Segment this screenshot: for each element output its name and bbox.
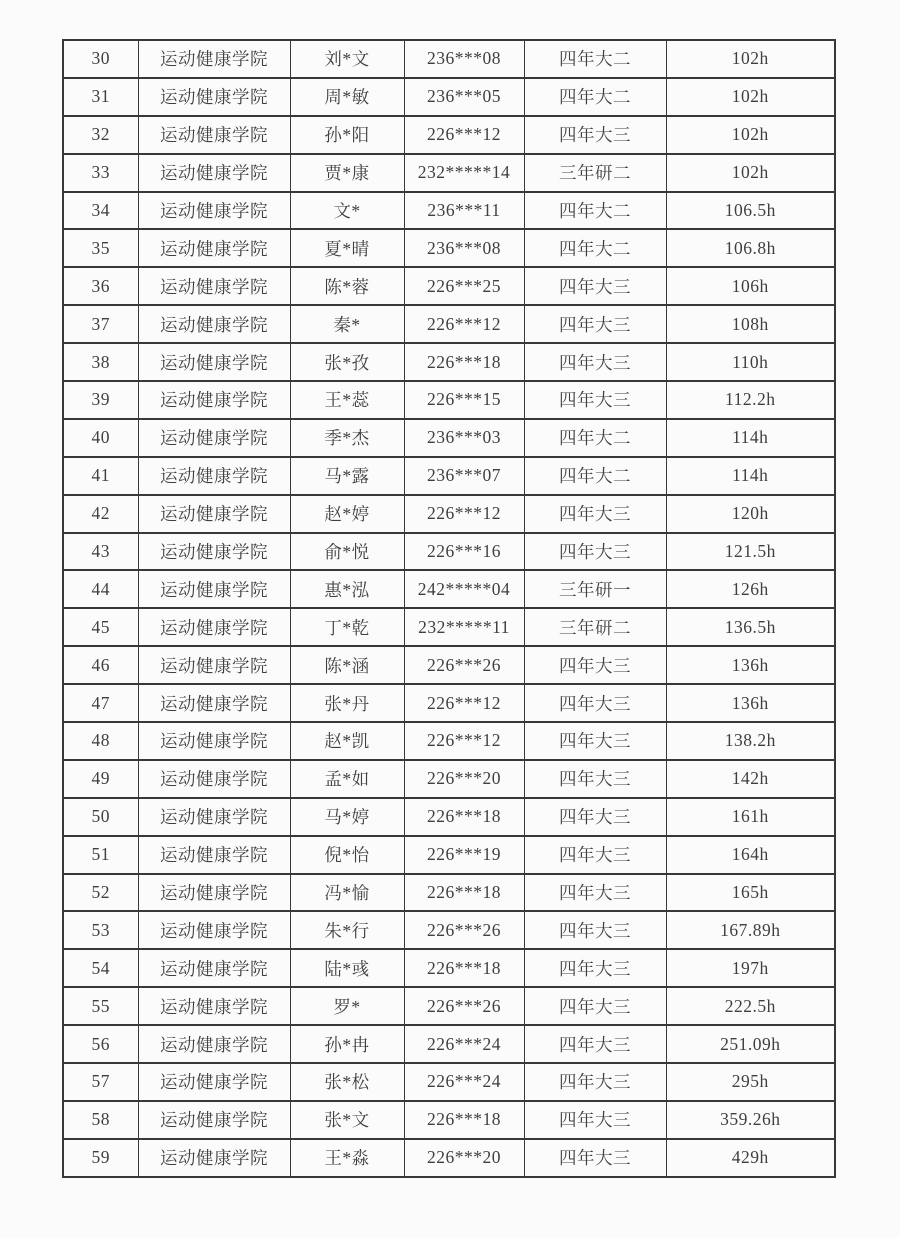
cell-college: 运动健康学院 — [138, 1139, 290, 1177]
cell-grade: 四年大三 — [524, 722, 666, 760]
table-row — [63, 608, 835, 646]
cell-name: 王*蕊 — [290, 381, 404, 419]
cell-grade: 四年大三 — [524, 760, 666, 798]
cell-student-id: 236***05 — [404, 78, 524, 116]
table-row — [63, 1139, 835, 1177]
cell-no: 40 — [63, 419, 138, 457]
cell-no: 31 — [63, 78, 138, 116]
cell-college: 运动健康学院 — [138, 760, 290, 798]
table-row — [63, 154, 835, 192]
cell-name: 陈*蓉 — [290, 267, 404, 305]
cell-grade: 四年大三 — [524, 798, 666, 836]
cell-student-id: 226***12 — [404, 305, 524, 343]
cell-name: 马*婷 — [290, 798, 404, 836]
cell-hours: 429h — [666, 1139, 835, 1177]
cell-name: 倪*怡 — [290, 836, 404, 874]
cell-no: 41 — [63, 457, 138, 495]
cell-name: 贾*康 — [290, 154, 404, 192]
cell-hours: 102h — [666, 40, 835, 78]
cell-hours: 110h — [666, 343, 835, 381]
cell-college: 运动健康学院 — [138, 874, 290, 912]
table-row — [63, 646, 835, 684]
cell-college: 运动健康学院 — [138, 116, 290, 154]
cell-student-id: 226***20 — [404, 1139, 524, 1177]
cell-name: 夏*晴 — [290, 229, 404, 267]
table-row — [63, 760, 835, 798]
cell-name: 季*杰 — [290, 419, 404, 457]
cell-name: 朱*行 — [290, 911, 404, 949]
cell-no: 52 — [63, 874, 138, 912]
cell-college: 运动健康学院 — [138, 419, 290, 457]
cell-grade: 四年大三 — [524, 305, 666, 343]
cell-college: 运动健康学院 — [138, 533, 290, 571]
cell-student-id: 226***12 — [404, 495, 524, 533]
cell-grade: 三年研一 — [524, 570, 666, 608]
cell-grade: 三年研二 — [524, 608, 666, 646]
cell-no: 30 — [63, 40, 138, 78]
cell-no: 35 — [63, 229, 138, 267]
cell-student-id: 232*****11 — [404, 608, 524, 646]
cell-name: 赵*婷 — [290, 495, 404, 533]
cell-name: 赵*凯 — [290, 722, 404, 760]
cell-college: 运动健康学院 — [138, 646, 290, 684]
cell-grade: 四年大三 — [524, 1063, 666, 1101]
cell-hours: 126h — [666, 570, 835, 608]
cell-student-id: 226***26 — [404, 987, 524, 1025]
cell-hours: 165h — [666, 874, 835, 912]
cell-grade: 四年大三 — [524, 343, 666, 381]
cell-college: 运动健康学院 — [138, 836, 290, 874]
cell-college: 运动健康学院 — [138, 381, 290, 419]
cell-grade: 四年大三 — [524, 874, 666, 912]
cell-grade: 四年大三 — [524, 987, 666, 1025]
cell-no: 59 — [63, 1139, 138, 1177]
table-row — [63, 987, 835, 1025]
cell-name: 刘*文 — [290, 40, 404, 78]
cell-name: 陆*彧 — [290, 949, 404, 987]
cell-name: 罗* — [290, 987, 404, 1025]
cell-hours: 121.5h — [666, 533, 835, 571]
cell-hours: 106h — [666, 267, 835, 305]
cell-no: 55 — [63, 987, 138, 1025]
cell-college: 运动健康学院 — [138, 229, 290, 267]
cell-college: 运动健康学院 — [138, 78, 290, 116]
cell-no: 38 — [63, 343, 138, 381]
cell-student-id: 226***25 — [404, 267, 524, 305]
table-row — [63, 457, 835, 495]
table-row — [63, 722, 835, 760]
cell-student-id: 226***26 — [404, 911, 524, 949]
cell-student-id: 236***07 — [404, 457, 524, 495]
cell-hours: 197h — [666, 949, 835, 987]
cell-grade: 四年大三 — [524, 949, 666, 987]
table-row — [63, 836, 835, 874]
cell-student-id: 226***16 — [404, 533, 524, 571]
cell-hours: 161h — [666, 798, 835, 836]
cell-no: 45 — [63, 608, 138, 646]
cell-college: 运动健康学院 — [138, 40, 290, 78]
cell-no: 56 — [63, 1025, 138, 1063]
table-row — [63, 798, 835, 836]
cell-student-id: 226***12 — [404, 116, 524, 154]
cell-student-id: 226***20 — [404, 760, 524, 798]
cell-hours: 102h — [666, 116, 835, 154]
cell-grade: 四年大二 — [524, 192, 666, 230]
cell-hours: 112.2h — [666, 381, 835, 419]
cell-hours: 167.89h — [666, 911, 835, 949]
cell-college: 运动健康学院 — [138, 684, 290, 722]
cell-grade: 四年大三 — [524, 381, 666, 419]
cell-hours: 164h — [666, 836, 835, 874]
cell-student-id: 226***18 — [404, 798, 524, 836]
cell-grade: 四年大三 — [524, 684, 666, 722]
cell-student-id: 226***18 — [404, 1101, 524, 1139]
cell-hours: 136.5h — [666, 608, 835, 646]
cell-name: 马*露 — [290, 457, 404, 495]
cell-college: 运动健康学院 — [138, 911, 290, 949]
cell-no: 44 — [63, 570, 138, 608]
cell-no: 43 — [63, 533, 138, 571]
cell-grade: 四年大三 — [524, 836, 666, 874]
cell-grade: 四年大二 — [524, 419, 666, 457]
cell-name: 孙*冉 — [290, 1025, 404, 1063]
table-row — [63, 192, 835, 230]
cell-no: 50 — [63, 798, 138, 836]
cell-hours: 106.8h — [666, 229, 835, 267]
table-row — [63, 1025, 835, 1063]
table-row — [63, 1101, 835, 1139]
cell-college: 运动健康学院 — [138, 1101, 290, 1139]
cell-college: 运动健康学院 — [138, 457, 290, 495]
cell-college: 运动健康学院 — [138, 798, 290, 836]
cell-hours: 114h — [666, 457, 835, 495]
cell-no: 42 — [63, 495, 138, 533]
cell-name: 惠*泓 — [290, 570, 404, 608]
table-row — [63, 419, 835, 457]
cell-hours: 222.5h — [666, 987, 835, 1025]
table-row — [63, 343, 835, 381]
cell-name: 张*孜 — [290, 343, 404, 381]
cell-grade: 四年大三 — [524, 533, 666, 571]
cell-college: 运动健康学院 — [138, 987, 290, 1025]
cell-hours: 138.2h — [666, 722, 835, 760]
cell-grade: 四年大二 — [524, 78, 666, 116]
cell-college: 运动健康学院 — [138, 1063, 290, 1101]
cell-no: 49 — [63, 760, 138, 798]
cell-grade: 四年大三 — [524, 267, 666, 305]
cell-grade: 四年大三 — [524, 116, 666, 154]
cell-college: 运动健康学院 — [138, 154, 290, 192]
table-row — [63, 684, 835, 722]
cell-student-id: 226***15 — [404, 381, 524, 419]
cell-name: 冯*愉 — [290, 874, 404, 912]
cell-grade: 四年大二 — [524, 229, 666, 267]
cell-student-id: 226***18 — [404, 343, 524, 381]
cell-hours: 142h — [666, 760, 835, 798]
cell-hours: 106.5h — [666, 192, 835, 230]
cell-student-id: 236***03 — [404, 419, 524, 457]
table-row — [63, 949, 835, 987]
cell-hours: 251.09h — [666, 1025, 835, 1063]
cell-student-id: 226***12 — [404, 684, 524, 722]
cell-grade: 四年大二 — [524, 40, 666, 78]
cell-grade: 四年大三 — [524, 911, 666, 949]
table-row — [63, 381, 835, 419]
cell-college: 运动健康学院 — [138, 608, 290, 646]
cell-student-id: 226***12 — [404, 722, 524, 760]
table-row — [63, 78, 835, 116]
cell-student-id: 226***24 — [404, 1025, 524, 1063]
cell-grade: 四年大二 — [524, 457, 666, 495]
cell-no: 51 — [63, 836, 138, 874]
table-row — [63, 495, 835, 533]
cell-no: 39 — [63, 381, 138, 419]
cell-hours: 102h — [666, 78, 835, 116]
cell-college: 运动健康学院 — [138, 570, 290, 608]
cell-student-id: 226***26 — [404, 646, 524, 684]
cell-name: 王*淼 — [290, 1139, 404, 1177]
cell-no: 34 — [63, 192, 138, 230]
cell-grade: 四年大三 — [524, 1139, 666, 1177]
cell-college: 运动健康学院 — [138, 495, 290, 533]
cell-college: 运动健康学院 — [138, 192, 290, 230]
cell-college: 运动健康学院 — [138, 267, 290, 305]
table-row — [63, 570, 835, 608]
cell-grade: 四年大三 — [524, 646, 666, 684]
cell-no: 33 — [63, 154, 138, 192]
table-row — [63, 874, 835, 912]
cell-no: 32 — [63, 116, 138, 154]
cell-name: 丁*乾 — [290, 608, 404, 646]
cell-student-id: 226***24 — [404, 1063, 524, 1101]
cell-name: 文* — [290, 192, 404, 230]
cell-college: 运动健康学院 — [138, 343, 290, 381]
cell-hours: 108h — [666, 305, 835, 343]
table-row — [63, 267, 835, 305]
cell-student-id: 236***08 — [404, 229, 524, 267]
cell-no: 58 — [63, 1101, 138, 1139]
cell-hours: 120h — [666, 495, 835, 533]
volunteer-hours-table — [62, 39, 836, 1178]
table-row — [63, 40, 835, 78]
cell-hours: 359.26h — [666, 1101, 835, 1139]
cell-no: 48 — [63, 722, 138, 760]
cell-hours: 102h — [666, 154, 835, 192]
cell-college: 运动健康学院 — [138, 1025, 290, 1063]
table-body — [63, 40, 835, 1177]
cell-name: 秦* — [290, 305, 404, 343]
cell-hours: 295h — [666, 1063, 835, 1101]
cell-name: 张*丹 — [290, 684, 404, 722]
cell-college: 运动健康学院 — [138, 305, 290, 343]
cell-name: 俞*悦 — [290, 533, 404, 571]
cell-no: 37 — [63, 305, 138, 343]
cell-student-id: 236***11 — [404, 192, 524, 230]
cell-no: 36 — [63, 267, 138, 305]
cell-no: 54 — [63, 949, 138, 987]
cell-name: 张*文 — [290, 1101, 404, 1139]
cell-name: 孟*如 — [290, 760, 404, 798]
cell-grade: 四年大三 — [524, 1025, 666, 1063]
cell-name: 陈*涵 — [290, 646, 404, 684]
cell-student-id: 236***08 — [404, 40, 524, 78]
cell-name: 孙*阳 — [290, 116, 404, 154]
cell-college: 运动健康学院 — [138, 722, 290, 760]
cell-grade: 四年大三 — [524, 1101, 666, 1139]
table-row — [63, 1063, 835, 1101]
cell-college: 运动健康学院 — [138, 949, 290, 987]
table-row — [63, 305, 835, 343]
cell-no: 46 — [63, 646, 138, 684]
table-row — [63, 533, 835, 571]
cell-no: 53 — [63, 911, 138, 949]
cell-hours: 136h — [666, 684, 835, 722]
cell-student-id: 226***18 — [404, 874, 524, 912]
cell-grade: 三年研二 — [524, 154, 666, 192]
cell-hours: 114h — [666, 419, 835, 457]
table-row — [63, 229, 835, 267]
table-row — [63, 911, 835, 949]
cell-name: 张*松 — [290, 1063, 404, 1101]
cell-student-id: 226***18 — [404, 949, 524, 987]
cell-name: 周*敏 — [290, 78, 404, 116]
cell-grade: 四年大三 — [524, 495, 666, 533]
cell-student-id: 226***19 — [404, 836, 524, 874]
table-row — [63, 116, 835, 154]
cell-hours: 136h — [666, 646, 835, 684]
cell-no: 47 — [63, 684, 138, 722]
cell-no: 57 — [63, 1063, 138, 1101]
cell-student-id: 242*****04 — [404, 570, 524, 608]
cell-student-id: 232*****14 — [404, 154, 524, 192]
